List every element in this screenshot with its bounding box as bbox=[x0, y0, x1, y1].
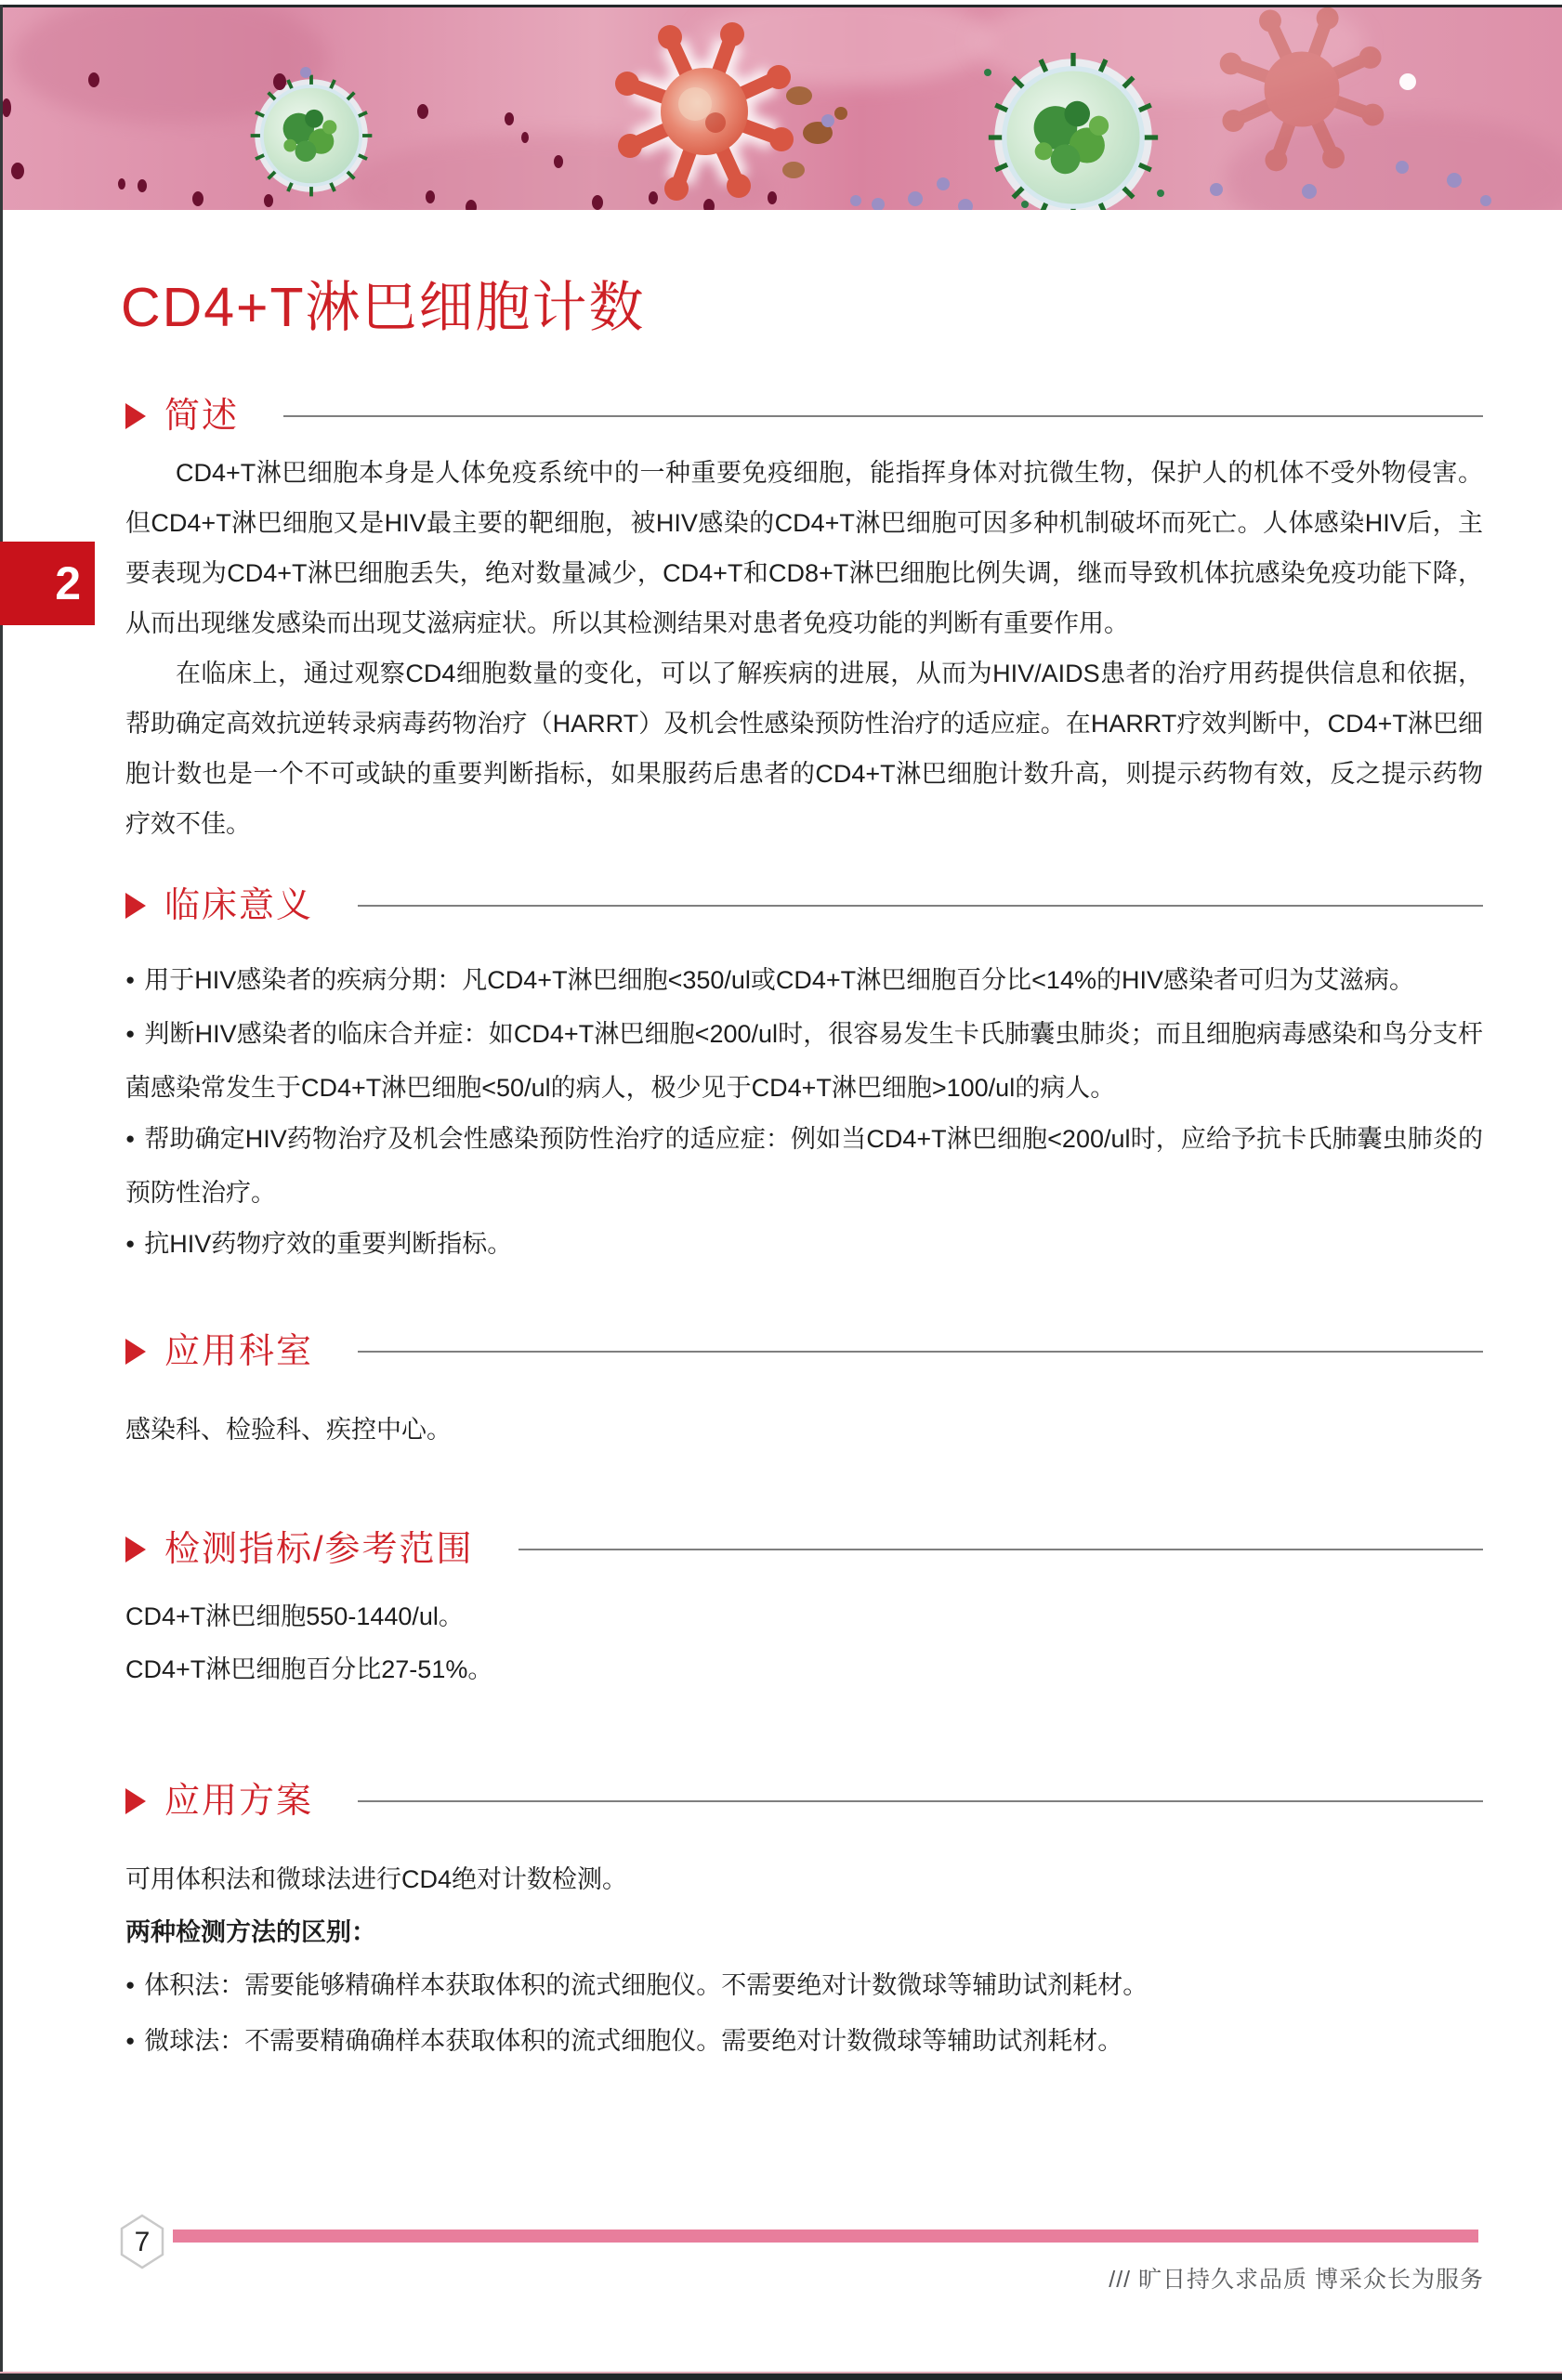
section-departments-heading-row bbox=[125, 1330, 1483, 1373]
page-number: 7 bbox=[134, 2227, 151, 2257]
section-arrow-icon bbox=[125, 403, 146, 429]
section-arrow-icon bbox=[125, 1788, 146, 1814]
section-departments-body bbox=[125, 1405, 1483, 1456]
section-heading: 应用科室 bbox=[164, 1332, 314, 1371]
page-title: CD4+T淋巴细胞计数 bbox=[121, 277, 646, 338]
section-arrow-icon bbox=[125, 1339, 146, 1365]
paragraph: 可用体积法和微球法进行CD4绝对计数检测。 bbox=[125, 1865, 628, 1893]
section-plan-body bbox=[125, 1853, 1483, 2071]
section-heading: 检测指标/参考范围 bbox=[164, 1530, 474, 1569]
page-border-bottom bbox=[0, 2373, 1562, 2380]
footer-bar bbox=[173, 2230, 1478, 2243]
paragraph: CD4+T淋巴细胞百分比27-51%。 bbox=[125, 1655, 493, 1683]
section-heading: 临床意义 bbox=[164, 886, 314, 925]
section-rule bbox=[283, 415, 1483, 417]
bullet-item: ● 体积法：需要能够精确样本获取体积的流式细胞仪。不需要绝对计数微球等辅助试剂耗材。 bbox=[125, 1959, 1483, 2015]
page-border-left bbox=[0, 5, 3, 2380]
bullet-item: ● 用于HIV感染者的疾病分期：凡CD4+T淋巴细胞<350/ul或CD4+T淋巴细胞百分比<14%的HIV感染者可归为艾滋病。 bbox=[125, 955, 1483, 1009]
header-banner-image bbox=[3, 7, 1562, 210]
section-rule bbox=[518, 1549, 1483, 1550]
chapter-tab: 2 bbox=[0, 542, 95, 625]
footer-tagline: /// 旷日持久求品质 博采众长为服务 bbox=[1109, 2267, 1484, 2293]
section-arrow-icon bbox=[125, 1537, 146, 1563]
section-brief-heading-row bbox=[125, 395, 1483, 438]
section-heading: 简述 bbox=[164, 397, 240, 436]
section-reference-body bbox=[125, 1590, 1483, 1696]
section-arrow-icon bbox=[125, 893, 146, 919]
paragraph: 感染科、检验科、疾控中心。 bbox=[125, 1416, 452, 1444]
bullet-item: ● 判断HIV感染者的临床合并症：如CD4+T淋巴细胞<200/ul时，很容易发生卡氏肺囊虫肺炎；而且细胞病毒感染和鸟分支杆菌感染常发生于CD4+T淋巴细胞<50/ul的病人，极少见于CD4+T淋巴细胞>100/ul的病人。 bbox=[125, 1009, 1483, 1114]
bullet-item: ● 帮助确定HIV药物治疗及机会性感染预防性治疗的适应症：例如当CD4+T淋巴细胞<200/ul时，应给予抗卡氏肺囊虫肺炎的预防性治疗。 bbox=[125, 1114, 1483, 1219]
section-plan-heading-row bbox=[125, 1780, 1483, 1823]
paragraph: 在临床上，通过观察CD4细胞数量的变化，可以了解疾病的进展，从而为HIV/AIDS患者的治疗用药提供信息和依据，帮助确定高效抗逆转录病毒药物治疗（HARRT）及机会性感染预防性治疗的适应症。在HARRT疗效判断中，CD4+T淋巴细胞计数也是一个不可或缺的重要判断指标，如果服药后患者的CD4+T淋巴细胞计数升高，则提示药物有效，反之提示药物疗效不佳。 bbox=[125, 660, 1483, 838]
section-clinical-body bbox=[125, 955, 1483, 1273]
paragraph: CD4+T淋巴细胞本身是人体免疫系统中的一种重要免疫细胞，能指挥身体对抗微生物，保护人的机体不受外物侵害。但CD4+T淋巴细胞又是HIV最主要的靶细胞，被HIV感染的CD4+T淋巴细胞可因多种机制破坏而死亡。人体感染HIV后，主要表现为CD4+T淋巴细胞丢失，绝对数量减少，CD4+T和CD8+T淋巴细胞比例失调，继而导致机体抗感染免疫功能下降，从而出现继发感染而出现艾滋病症状。所以其检测结果对患者免疫功能的判断有重要作用。 bbox=[125, 459, 1483, 637]
section-clinical-heading-row bbox=[125, 884, 1483, 927]
plan-subheading: 两种检测方法的区别： bbox=[125, 1918, 376, 1946]
paragraph: CD4+T淋巴细胞550-1440/ul。 bbox=[125, 1602, 464, 1630]
section-reference-heading-row bbox=[125, 1528, 1483, 1571]
section-rule bbox=[358, 1800, 1483, 1802]
section-rule bbox=[358, 905, 1483, 907]
page-number-badge bbox=[118, 2214, 166, 2269]
section-rule bbox=[358, 1351, 1483, 1353]
bullet-item: ● 微球法：不需要精确确样本获取体积的流式细胞仪。需要绝对计数微球等辅助试剂耗材。 bbox=[125, 2015, 1483, 2071]
section-brief-body bbox=[125, 448, 1483, 849]
section-heading: 应用方案 bbox=[164, 1782, 314, 1821]
bullet-item: ● 抗HIV药物疗效的重要判断指标。 bbox=[125, 1219, 1483, 1273]
